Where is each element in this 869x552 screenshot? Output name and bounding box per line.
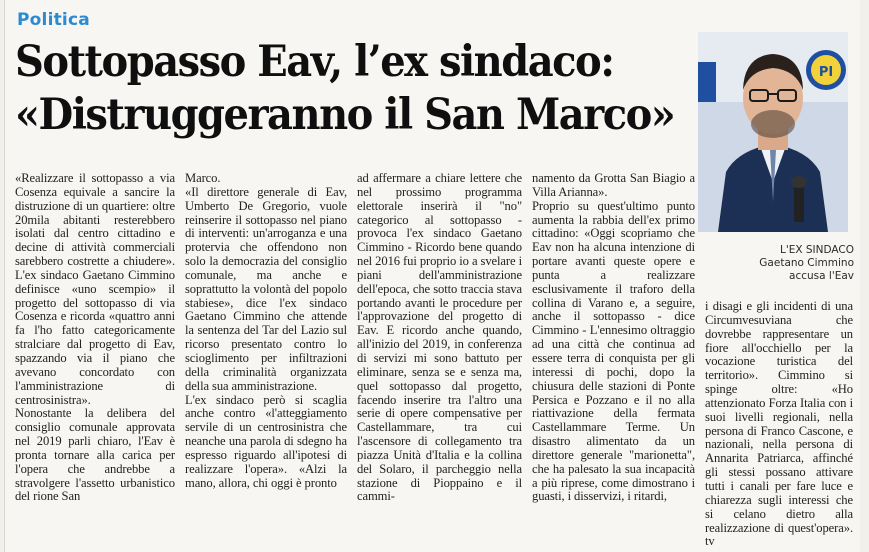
article-column-5 (705, 300, 853, 549)
paragraph: Proprio su quest'ultimo punto aumenta la rabbia dell'ex primo cittadino: «Oggi scopriamo che Eav non ha alcuna intenzione di portare avanti queste opere e punta a realizzare esclusivamente il traforo della collina di Varano e, a seguire, anche il sottopasso - dice Cimmino - L'ennesimo oltraggio ad una città che continua ad essere terra di conquista per gli interessi di pochi, dopo la chiusura delle stazioni di Ponte Persica e Pozzano e il no alla riattivazione della fermata Castellammare Terme. Un disastro alimentato da un direttore generale "marionetta", che ha palesato la sua incapacità a più riprese, come dimostrano i guasti, i disservizi, i ritardi, (532, 198, 695, 504)
article-column-4 (532, 172, 695, 504)
portrait-photo (698, 32, 848, 232)
article-column-3 (357, 172, 522, 504)
newspaper-page (4, 0, 860, 552)
paragraph: Marco. (185, 171, 221, 185)
portrait-illustration (698, 32, 848, 232)
section-label: Politica (17, 10, 90, 30)
caption-line-3: accusa l'Eav (789, 270, 854, 282)
paragraph: Nonostante la delibera del consiglio comunale approvata nel 2019 parli chiaro, l'Eav è pronta tornare alla carica per l'opera che andrebbe a stravolgere l'assetto urbanistico del rione San (15, 406, 175, 504)
article-column-2 (185, 172, 347, 490)
article-column-1 (15, 172, 175, 504)
paragraph: «Il direttore generale di Eav, Umberto De Gregorio, vuole reinserire il sottopasso nel piano di interventi: un'arroganza e una protervia che offendono non solo la democrazia del consiglio comunale, ma anche e soprattutto la volontà del popolo stabiese», dice l'ex sindaco Gaetano Cimmino che attende la sentenza del Tar del Lazio sul ricorso presentato contro lo scioglimento per infiltrazioni della criminalità organizzata della sua amministrazione. (185, 184, 347, 393)
paragraph: L'ex sindaco però si scaglia anche contro «l'atteggiamento servile di un centrosinistra che neanche una parola di sdegno ha espresso riguardo all'ipotesi di realizzare l'opera». «Alzi la mano, allora, chi oggi è pronto (185, 392, 347, 490)
caption-line-2: Gaetano Cimmino (759, 257, 854, 269)
paragraph: i disagi e gli incidenti di una Circumvesuviana che dovrebbe rappresentare un fiore all'occhiello per la vocazione turistica del territorio». Cimmino si spinge oltre: «Ho attenzionato Forza Italia con i suoi livelli regionali, nella persona di Franco Cascone, e nazionali, nella persona di Annarita Patriarca, affinché gli stessi possano attivare tutti i canali per fare luce e chiarezza sugli interessi che si celano dietro alla realizzazione di quest'opera». tv (705, 299, 853, 549)
paragraph: «Realizzare il sottopasso a via Cosenza equivale a sancire la distruzione di un quartiere: oltre 20mila abitanti resterebbero isolati dal centro cittadino e decine di attività commerciali sarebbero costrette a chiudere». L'ex sindaco Gaetano Cimmino definisce «uno scempio» il progetto del sottopasso di via Cosenza e ricorda «quattro anni fa l'ho fatto categoricamente stralciare dal progetto di Eav, spazzando via il piano che avevano concordato con l'amministrazione di centrosinistra». (15, 171, 175, 407)
headline (15, 36, 675, 142)
paragraph: namento da Grotta San Biagio a Villa Arianna». (532, 171, 695, 199)
photo-caption (698, 244, 854, 283)
headline-line-1: Sottopasso Eav, l’ex sindaco: (15, 37, 614, 87)
paragraph: ad affermare a chiare lettere che nel prossimo programma elettorale inserirà il "no" categorico al sottopasso - provoca l'ex sindaco Gaetano Cimmino - Ricordo bene quando nel 2016 fui proprio io a svelare i piani dell'amministrazione dell'epoca, che sotto traccia stava portando avanti le procedure per l'approvazione del progetto di Eav. E ricordo anche quando, all'inizio del 2019, in conferenza di servizi mi sono battuto per eliminare, senza se e senza ma, quel sottopasso dal progetto, facendo inserire tra l'altro una serie di opere compensative per Castellammare, tra cui l'ascensore di collegamento tra piazza Unità d'Italia e la collina del Solaro, il parcheggio nella stazione di Pioppaino e il cammi- (357, 171, 522, 504)
caption-line-1: L'EX SINDACO (779, 244, 854, 256)
headline-line-2: «Distruggeranno il San Marco» (15, 90, 675, 140)
logo-badge-text: PI (818, 65, 834, 80)
